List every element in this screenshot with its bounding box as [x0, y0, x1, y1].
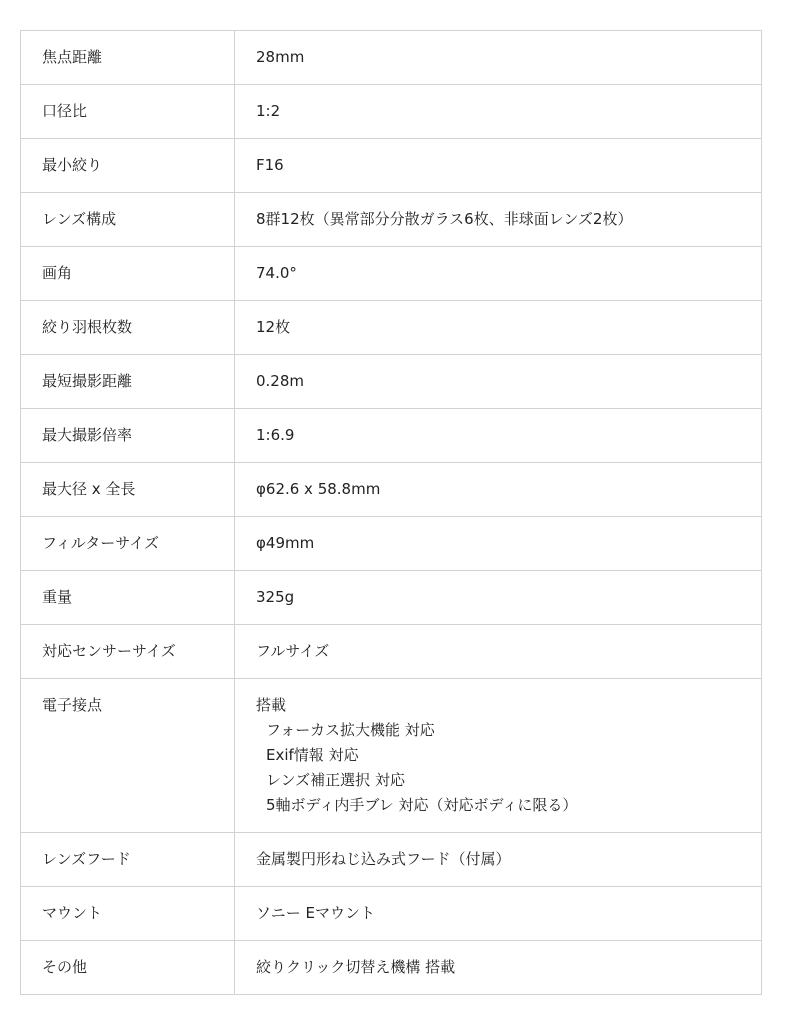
- table-row: [21, 355, 762, 409]
- spec-label-mount: マウント: [21, 887, 235, 941]
- table-row: [21, 887, 762, 941]
- spec-value-mount: ソニー Eマウント: [235, 887, 762, 941]
- table-row: [21, 833, 762, 887]
- spec-value-lens-construction: 8群12枚（異常部分分散ガラス6枚、非球面レンズ2枚）: [235, 193, 762, 247]
- spec-value-aperture-blades: 12枚: [235, 301, 762, 355]
- spec-label-aperture-blades: 絞り羽根枚数: [21, 301, 235, 355]
- spec-value-sensor-size: フルサイズ: [235, 625, 762, 679]
- table-row: [21, 85, 762, 139]
- spec-value-min-aperture: F16: [235, 139, 762, 193]
- spec-value-lens-hood: 金属製円形ねじ込み式フード（付属）: [235, 833, 762, 887]
- table-row: [21, 941, 762, 995]
- table-row: [21, 625, 762, 679]
- spec-value-focal-length: 28mm: [235, 31, 762, 85]
- spec-label-sensor-size: 対応センサーサイズ: [21, 625, 235, 679]
- spec-value-dimensions: φ62.6 x 58.8mm: [235, 463, 762, 517]
- table-row: [21, 139, 762, 193]
- spec-value-min-focus-distance: 0.28m: [235, 355, 762, 409]
- spec-label-electronic-contacts: 電子接点: [21, 679, 235, 833]
- spec-label-focal-length: 焦点距離: [21, 31, 235, 85]
- table-row: [21, 571, 762, 625]
- table-row: [21, 31, 762, 85]
- table-row: [21, 517, 762, 571]
- spec-value-angle-of-view: 74.0°: [235, 247, 762, 301]
- table-row: [21, 409, 762, 463]
- table-row: [21, 301, 762, 355]
- spec-value-electronic-contacts: [235, 679, 762, 833]
- spec-value-other: 絞りクリック切替え機構 搭載: [235, 941, 762, 995]
- spec-label-angle-of-view: 画角: [21, 247, 235, 301]
- electronic-contacts-feature: 5軸ボディ内手ブレ 対応（対応ボディに限る）: [266, 796, 578, 814]
- spec-value-aperture-ratio: 1:2: [235, 85, 762, 139]
- table-row: [21, 679, 762, 833]
- spec-label-max-magnification: 最大撮影倍率: [21, 409, 235, 463]
- spec-label-lens-construction: レンズ構成: [21, 193, 235, 247]
- electronic-contacts-feature: Exif情報 対応: [266, 746, 359, 764]
- spec-value-weight: 325g: [235, 571, 762, 625]
- spec-label-min-aperture: 最小絞り: [21, 139, 235, 193]
- spec-label-other: その他: [21, 941, 235, 995]
- spec-value-max-magnification: 1:6.9: [235, 409, 762, 463]
- electronic-contacts-feature: レンズ補正選択 対応: [266, 771, 405, 789]
- spec-label-dimensions: 最大径 x 全長: [21, 463, 235, 517]
- table-row: [21, 463, 762, 517]
- spec-label-lens-hood: レンズフード: [21, 833, 235, 887]
- spec-table: [20, 30, 762, 995]
- table-row: [21, 193, 762, 247]
- table-row: [21, 247, 762, 301]
- spec-value-filter-size: φ49mm: [235, 517, 762, 571]
- spec-label-min-focus-distance: 最短撮影距離: [21, 355, 235, 409]
- spec-label-weight: 重量: [21, 571, 235, 625]
- electronic-contacts-feature: フォーカス拡大機能 対応: [266, 721, 435, 739]
- spec-label-aperture-ratio: 口径比: [21, 85, 235, 139]
- electronic-contacts-main: 搭載: [256, 696, 287, 714]
- spec-label-filter-size: フィルターサイズ: [21, 517, 235, 571]
